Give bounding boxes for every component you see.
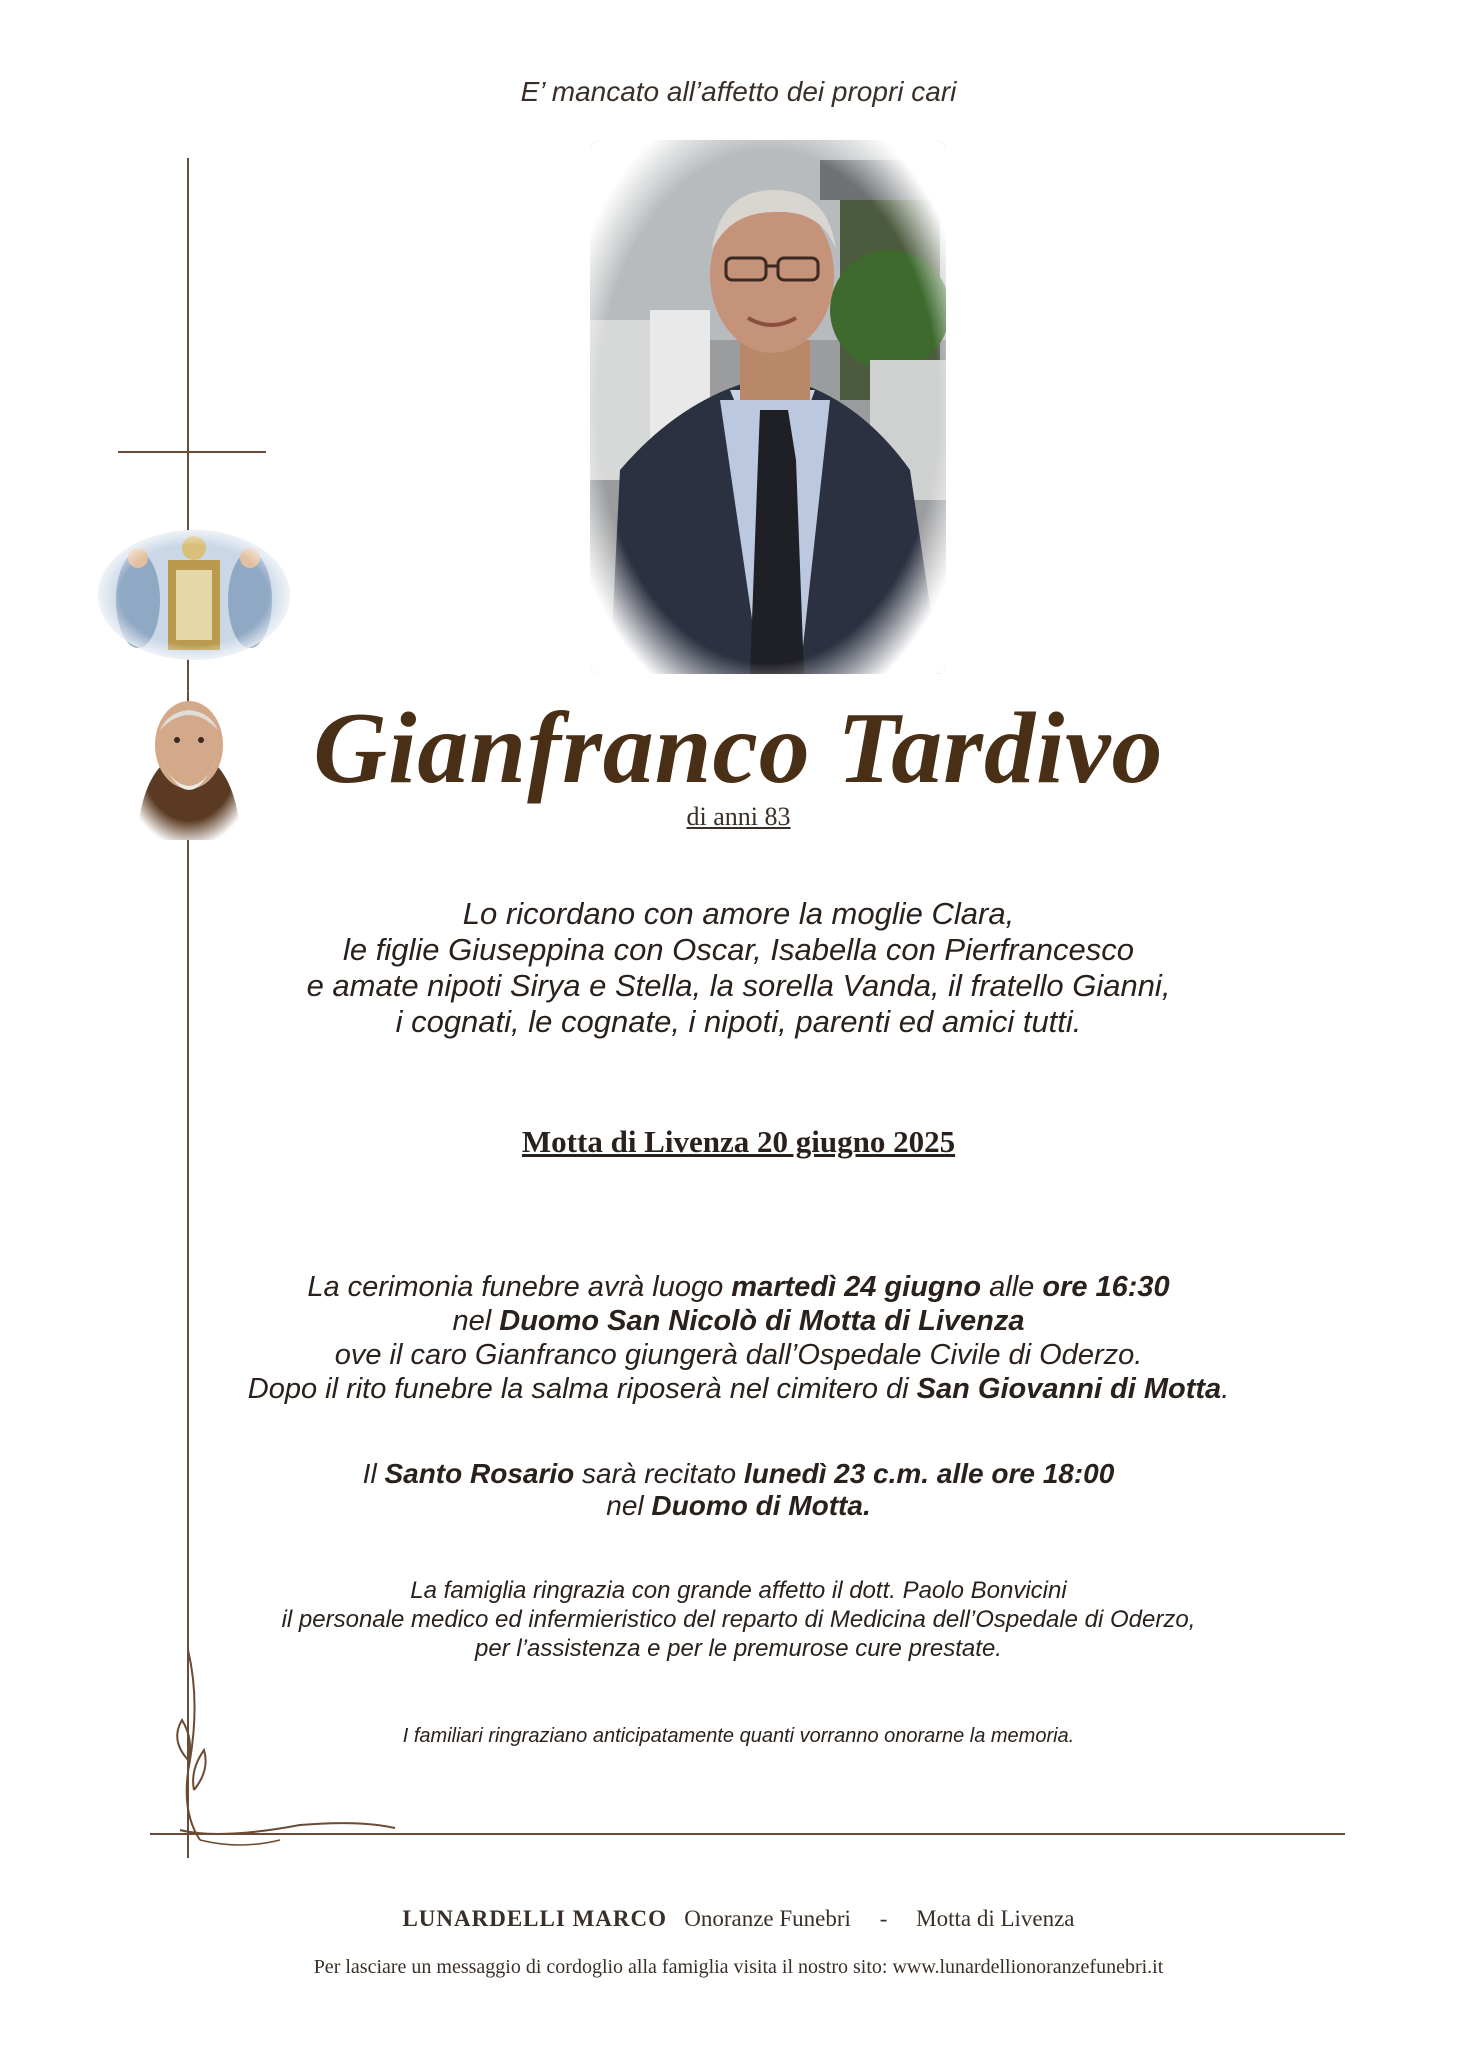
rosary-time: lunedì 23 c.m. alle ore 18:00 xyxy=(743,1458,1115,1489)
final-note: I familiari ringraziano anticipatamente quanti vorranno onorarne la memoria. xyxy=(402,1725,1075,1747)
footer-message: Per lasciare un messaggio di cordoglio alla famiglia visita il nostro sito: www.lunardellionoranzefunebri.it xyxy=(313,1956,1164,1978)
thanks-line: La famiglia ringrazia con grande affetto il dott. Paolo Bonvicini xyxy=(410,1577,1067,1604)
ceremony-line xyxy=(0,1372,1477,1406)
madonna-image xyxy=(98,530,290,660)
deceased-age: di anni 83 xyxy=(686,802,791,831)
intro-line: E’ mancato all’affetto dei propri cari xyxy=(520,76,957,107)
mourners-line: Lo ricordano con amore la moglie Clara, xyxy=(462,896,1015,931)
ceremony-line xyxy=(0,1270,1477,1304)
text: sarà recitato xyxy=(574,1458,744,1489)
thanks-line: per l’assistenza e per le premurose cure prestate. xyxy=(475,1635,1002,1662)
mourners-line: i cognati, le cognate, i nipoti, parenti ed amici tutti. xyxy=(395,1004,1082,1039)
mourners-text xyxy=(0,896,1477,1040)
cemetery: San Giovanni di Motta xyxy=(916,1373,1222,1405)
portrait-photo xyxy=(590,140,946,674)
text: La cerimonia funebre avrà luogo xyxy=(307,1271,732,1303)
ceremony-line xyxy=(0,1304,1477,1338)
deceased-name: Gianfranco Tardivo xyxy=(313,692,1164,805)
place-date: Motta di Livenza 20 giugno 2025 xyxy=(521,1124,956,1159)
bottom-rule xyxy=(150,1833,1345,1835)
rosary-title: Santo Rosario xyxy=(384,1458,575,1489)
mourners-line: e amate nipoti Sirya e Stella, la sorella Vanda, il fratello Gianni, xyxy=(306,968,1171,1003)
text: alle xyxy=(981,1271,1043,1303)
ceremony-time: ore 16:30 xyxy=(1042,1271,1170,1303)
text: Il xyxy=(362,1458,385,1489)
text: nel xyxy=(606,1490,652,1521)
ceremony-text xyxy=(0,1270,1477,1406)
rosary-line xyxy=(0,1490,1477,1522)
company-city: Motta di Livenza xyxy=(916,1906,1075,1931)
company-service: Onoranze Funebri xyxy=(684,1906,851,1931)
floral-ornament-icon xyxy=(160,1640,400,1870)
text: nel xyxy=(452,1305,500,1337)
cross-arm xyxy=(118,451,266,453)
ceremony-place: Duomo San Nicolò di Motta di Livenza xyxy=(499,1305,1025,1337)
ceremony-date: martedì 24 giugno xyxy=(731,1271,982,1303)
rosary-place: Duomo di Motta. xyxy=(651,1490,871,1521)
ceremony-line: ove il caro Gianfranco giungerà dall’Ospedale Civile di Oderzo. xyxy=(334,1339,1143,1371)
text: Dopo il rito funebre la salma riposerà nel cimitero di xyxy=(247,1373,917,1405)
mourners-line: le figlie Giuseppina con Oscar, Isabella con Pierfrancesco xyxy=(343,932,1134,967)
thanks-line: il personale medico ed infermieristico del reparto di Medicina dell’Ospedale di Oderzo, xyxy=(281,1606,1196,1633)
rosary-text xyxy=(0,1458,1477,1522)
company-name: LUNARDELLI MARCO xyxy=(402,1906,667,1931)
rosary-line xyxy=(0,1458,1477,1490)
separator: - xyxy=(879,1906,888,1931)
text: . xyxy=(1221,1373,1230,1405)
footer-company xyxy=(0,1906,1477,1932)
